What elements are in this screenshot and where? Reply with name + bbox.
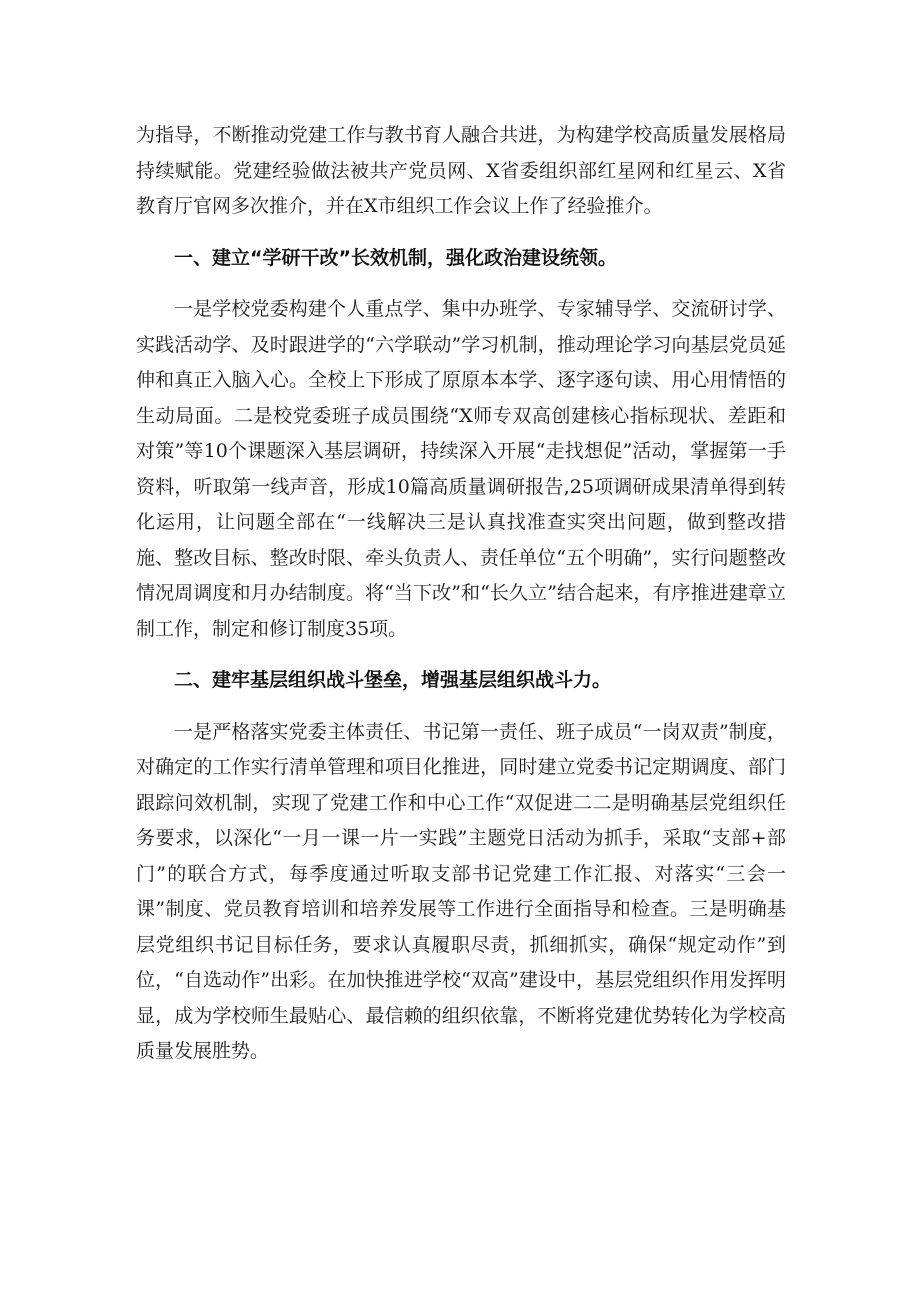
- paragraph-section-1: 一是学校党委构建个人重点学、集中办班学、专家辅导学、交流研讨学、实践活动学、及时跟进学的“六学联动”学习机制，推动理论学习向基层党员延伸和真正入脑入心。全校上下形成了原原本本学、逐字逐句读、用心用情悟的生动局面。二是校党委班子成员围绕“X师专双高创建核心指标现状、差距和对策”等10个课题深入基层调研，持续深入开展“走找想促”活动，掌握第一手资料，听取第一线声音，形成10篇高质量调研报告,25项调研成果清单得到转化运用，让问题全部在“一线解决三是认真找准查实突出问题，做到整改措施、整改目标、整改时限、牵头负责人、责任单位“五个明确”，实行问题整改情况周调度和月办结制度。将“当下改”和“长久立”结合起来，有序推进建章立制工作，制定和修订制度35项。: [136, 298, 786, 640]
- section-heading-2: 二、建牢基层组织战斗堡垒，增强基层组织战斗力。: [174, 669, 612, 691]
- paragraph-intro: 为指导，不断推动党建工作与教书育人融合共进，为构建学校高质量发展格局持续赋能。党建经验做法被共产党员网、X省委组织部红星网和红星云、X省教育厅官网多次推介，并在X市组织工作会议上作了经验推介。: [136, 124, 786, 217]
- document-body: [136, 118, 786, 1086]
- section-heading-1: 一、建立“学研干改”长效机制，强化政治建设统领。: [174, 246, 617, 269]
- paragraph-section-2: 一是严格落实党委主体责任、书记第一责任、班子成员“一岗双责”制度，对确定的工作实行清单管理和项目化推进，同时建立党委书记定期调度、部门跟踪问效机制，实现了党建工作和中心工作“双促进二二是明确基层党组织任务要求，以深化“一月一课一片一实践”主题党日活动为抓手，采取“支部+部门”的联合方式，每季度通过听取支部书记党建工作汇报、对落实“三会一课”制度、党员教育培训和培养发展等工作进行全面指导和检查。三是明确基层党组织书记目标任务，要求认真履职尽责，抓细抓实，确保“规定动作”到位，“自选动作”出彩。在加快推进学校“双高”建设中，基层党组织作用发挥明显，成为学校师生最贴心、最信赖的组织依靠，不断将党建优势转化为学校高质量发展胜势。: [136, 720, 786, 1062]
